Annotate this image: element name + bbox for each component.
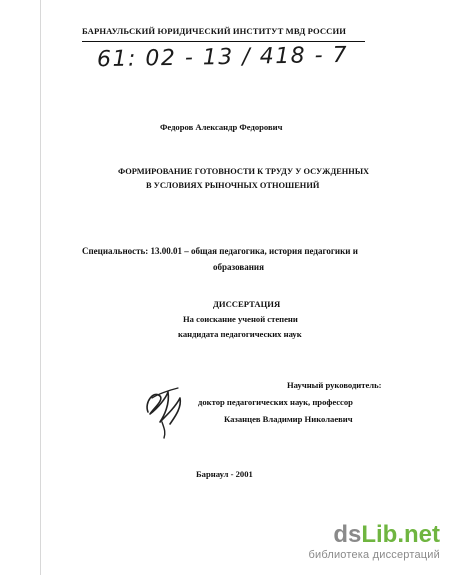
thesis-title-line-2: В УСЛОВИЯХ РЫНОЧНЫХ ОТНОШЕНИЙ: [146, 181, 320, 190]
document-type: ДИССЕРТАЦИЯ: [213, 299, 281, 309]
degree-line-2: кандидата педагогических наук: [178, 329, 302, 339]
dslib-watermark[interactable]: [308, 523, 440, 561]
logo-part-lib: Lib.net: [361, 521, 440, 548]
scan-edge-line: [40, 0, 41, 575]
institute-name: БАРНАУЛЬСКИЙ ЮРИДИЧЕСКИЙ ИНСТИТУТ МВД РОССИИ: [82, 26, 347, 36]
dslib-logo[interactable]: [308, 523, 440, 547]
header-rule: [82, 41, 365, 42]
supervisor-title: доктор педагогических наук, профессор: [198, 397, 353, 407]
supervisor-label: Научный руководитель:: [287, 380, 382, 390]
specialty-line-2: образования: [213, 262, 264, 272]
watermark-tagline: библиотека диссертаций: [308, 549, 440, 561]
logo-part-ds: ds: [333, 521, 362, 548]
thesis-title-line-1: ФОРМИРОВАНИЕ ГОТОВНОСТИ К ТРУДУ У ОСУЖДЕННЫХ: [118, 167, 370, 176]
handwritten-signature: [140, 378, 188, 440]
degree-line-1: На соискание ученой степени: [183, 314, 298, 324]
handwritten-catalog-number: 61: 02 - 13 / 418 - 7: [96, 42, 349, 73]
city-and-year: Барнаул - 2001: [196, 469, 253, 479]
specialty-line-1: Специальность: 13.00.01 – общая педагогика, история педагогики и: [82, 246, 358, 256]
supervisor-name: Казанцев Владимир Николаевич: [224, 414, 353, 424]
author-name: Федоров Александр Федорович: [160, 122, 283, 132]
